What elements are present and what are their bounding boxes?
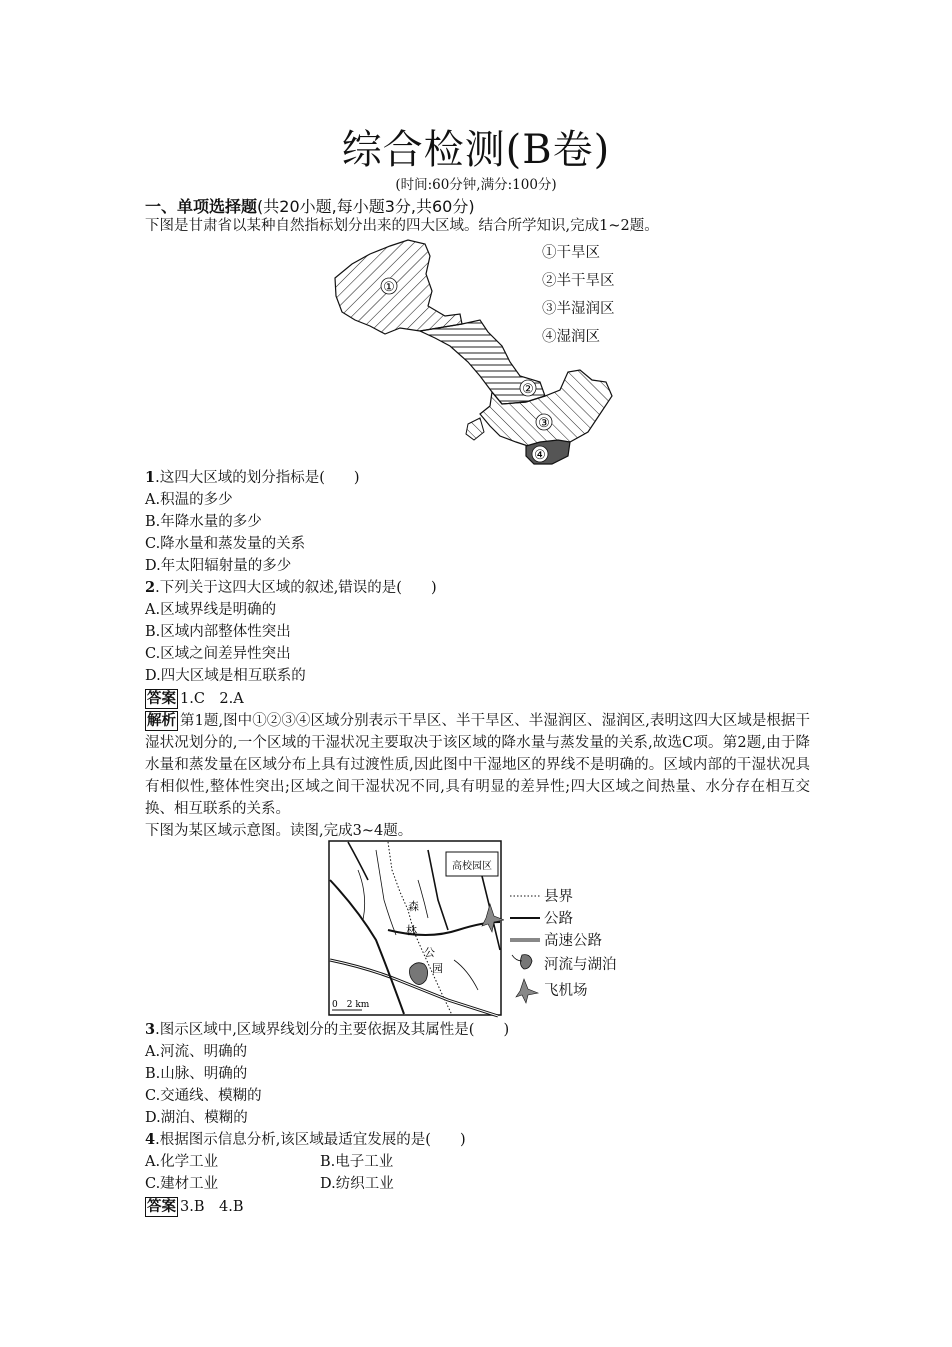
q3-option-d: D.湖泊、模糊的 bbox=[145, 1110, 248, 1126]
legend-humid: ④湿润区 bbox=[542, 329, 600, 345]
question-number: 2 bbox=[145, 579, 156, 596]
q3-option-b: B.山脉、明确的 bbox=[145, 1066, 248, 1082]
legend-airport: 飞机场 bbox=[544, 983, 588, 999]
q2-option-c: C.区域之间差异性突出 bbox=[145, 646, 291, 662]
q4-option-a: A.化学工业 bbox=[145, 1154, 219, 1170]
region-schematic-map bbox=[328, 840, 504, 1022]
q4-option-b: B.电子工业 bbox=[320, 1154, 394, 1170]
section-heading bbox=[145, 194, 475, 217]
q2-option-d: D.四大区域是相互联系的 bbox=[145, 668, 306, 684]
park-label-1: 公 bbox=[424, 946, 435, 959]
q4-option-d: D.纺织工业 bbox=[320, 1176, 394, 1192]
question-stem: .下列关于这四大区域的叙述,错误的是( ) bbox=[155, 580, 437, 596]
region-label-3: ③ bbox=[538, 416, 550, 431]
answer-tag: 答案 bbox=[147, 1198, 176, 1215]
schematic-map-svg bbox=[328, 840, 504, 1018]
region-label-4: ④ bbox=[534, 448, 546, 463]
region-arid bbox=[335, 240, 462, 334]
intro-2: 下图为某区域示意图。读图,完成3~4题。 bbox=[145, 823, 413, 839]
q4-options-row-1 bbox=[145, 1151, 394, 1173]
q4-options-row-2 bbox=[145, 1173, 394, 1195]
q3-option-c: C.交通线、模糊的 bbox=[145, 1088, 262, 1104]
answer-tag: 答案 bbox=[147, 690, 176, 707]
question-4 bbox=[145, 1129, 466, 1151]
answer-block-1 bbox=[145, 688, 244, 710]
region-label-1: ① bbox=[383, 280, 395, 295]
question-2 bbox=[145, 577, 437, 599]
question-3 bbox=[145, 1019, 509, 1041]
legend-arid: ①干旱区 bbox=[542, 245, 600, 261]
campus-label: 高校园区 bbox=[452, 861, 492, 872]
q2-option-a: A.区域界线是明确的 bbox=[145, 602, 277, 618]
page-title: 综合检测(B卷) bbox=[341, 127, 611, 173]
answer-text: 1.C 2.A bbox=[180, 691, 244, 707]
forest-label-2: 林 bbox=[406, 924, 417, 937]
question-number: 3 bbox=[145, 1021, 156, 1038]
answer-block-2 bbox=[145, 1196, 243, 1218]
analysis-text: 第1题,图中①②③④区域分别表示干旱区、半干旱区、半湿润区、湿润区,表明这四大区域是根据干湿状况划分的,一个区域的干湿状况主要取决于该区域的降水量与蒸发量的关系,故选C项。第2题,由于降水量和蒸发量在区域分布上具有过渡性质,因此图中干湿地区的界线不是明确的。区域内部的干湿状况具有相似性,整体性突出;区域之间干湿状况不同,具有明显的差异性;四大区域之间热量、水分存在相互交换、相互联系的关系。 bbox=[145, 713, 810, 817]
question-number: 4 bbox=[145, 1131, 156, 1148]
question-stem: .这四大区域的划分指标是( ) bbox=[155, 470, 360, 486]
scale-label: 0 2 km bbox=[332, 1000, 370, 1010]
region-label-2: ② bbox=[522, 382, 534, 397]
question-1 bbox=[145, 467, 360, 489]
legend-county: 县界 bbox=[544, 889, 573, 905]
park-label-2: 园 bbox=[432, 962, 443, 975]
legend-river-lake: 河流与湖泊 bbox=[544, 957, 617, 973]
legend-semi-arid: ②半干旱区 bbox=[542, 273, 615, 289]
legend-expressway: 高速公路 bbox=[544, 933, 602, 949]
q1-option-d: D.年太阳辐射量的多少 bbox=[145, 558, 292, 574]
legend-road: 公路 bbox=[544, 911, 573, 927]
analysis-tag: 解析 bbox=[147, 712, 176, 729]
section-title: 一、单项选择题 bbox=[145, 197, 258, 216]
q2-option-b: B.区域内部整体性突出 bbox=[145, 624, 291, 640]
legend-symbols bbox=[508, 885, 544, 1005]
region-outlier bbox=[466, 418, 484, 440]
q4-option-c: C.建材工业 bbox=[145, 1176, 219, 1192]
section-note: (共20小题,每小题3分,共60分) bbox=[257, 197, 475, 216]
forest-label-1: 森 bbox=[408, 900, 419, 913]
page-subtitle: (时间:60分钟,满分:100分) bbox=[395, 177, 557, 193]
legend-semi-humid: ③半湿润区 bbox=[542, 301, 615, 317]
intro-1: 下图是甘肃省以某种自然指标划分出来的四大区域。结合所学知识,完成1~2题。 bbox=[145, 218, 659, 234]
question-number: 1 bbox=[145, 469, 156, 486]
q1-option-a: A.积温的多少 bbox=[145, 492, 233, 508]
answer-text: 3.B 4.B bbox=[180, 1199, 244, 1215]
analysis-block-1 bbox=[145, 710, 810, 820]
schematic-legend bbox=[508, 885, 638, 1005]
q1-option-c: C.降水量和蒸发量的关系 bbox=[145, 536, 306, 552]
q3-option-a: A.河流、明确的 bbox=[145, 1044, 248, 1060]
q1-option-b: B.年降水量的多少 bbox=[145, 514, 262, 530]
question-stem: .根据图示信息分析,该区域最适宜发展的是( ) bbox=[155, 1132, 466, 1148]
question-stem: .图示区域中,区域界线划分的主要依据及其属性是( ) bbox=[155, 1022, 510, 1038]
